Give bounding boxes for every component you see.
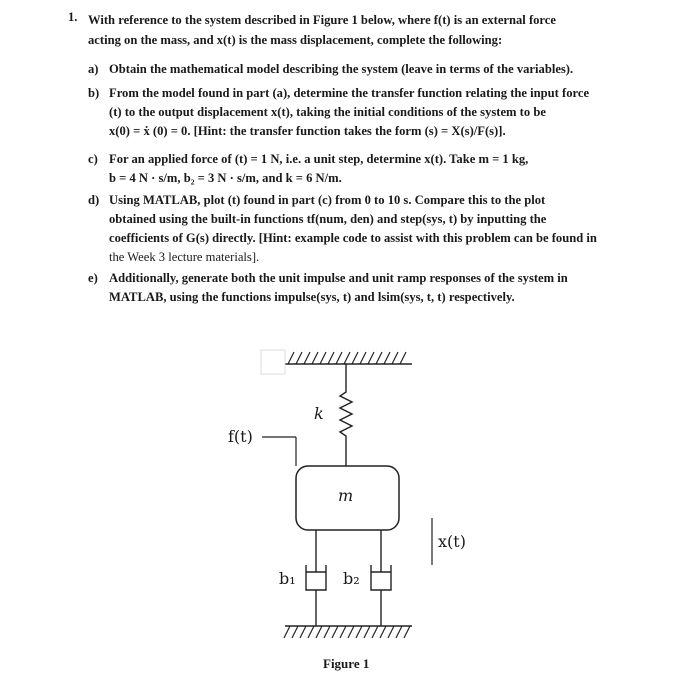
- damper-1: [306, 530, 326, 626]
- item-c-label: c): [88, 152, 98, 166]
- mass-label: m: [338, 486, 354, 505]
- item-d-line-1: Using MATLAB, plot (t) found in part (c) from 0 to 10 s. Compare this to the plot: [109, 193, 546, 207]
- figure-caption: Figure 1: [323, 656, 370, 671]
- spring: [340, 364, 352, 466]
- ground-hatch: [284, 626, 410, 638]
- item-b-line-2: (t) to the output displacement x(t), taking the initial conditions of the system to be: [109, 105, 546, 119]
- item-d-line-4: the Week 3 lecture materials].: [109, 250, 260, 264]
- item-e-line-1: Additionally, generate both the unit impulse and unit ramp responses of the system in: [109, 271, 568, 285]
- item-e-line-2: MATLAB, using the functions impulse(sys, t) and lsim(sys, t, t) respectively.: [109, 290, 515, 304]
- item-c-line-1: For an applied force of (t) = 1 N, i.e. a unit step, determine x(t). Take m = 1 kg,: [109, 152, 529, 166]
- item-a-label: a): [88, 62, 99, 76]
- force-label: f(t): [228, 427, 253, 446]
- spring-label: k: [314, 404, 324, 423]
- intro-line-1: With reference to the system described in Figure 1 below, where f(t) is an external force: [88, 13, 556, 27]
- item-d-line-3: coefficients of G(s) directly. [Hint: example code to assist with this problem can be found in: [109, 231, 597, 245]
- item-b-line-3: x(0) = ẋ (0) = 0. [Hint: the transfer function takes the form (s) = X(s)/F(s)].: [109, 124, 506, 138]
- wall-corner-box: [261, 350, 285, 374]
- top-wall-hatch: [288, 352, 406, 364]
- item-a-line-1: Obtain the mathematical model describing the system (leave in terms of the variables).: [109, 62, 574, 76]
- item-d-line-2: obtained using the built-in functions tf(num, den) and step(sys, t) by inputting the: [109, 212, 547, 226]
- item-d-label: d): [88, 193, 100, 207]
- item-b-label: b): [88, 86, 100, 100]
- damper-2: [371, 530, 391, 626]
- question-number: 1.: [68, 10, 78, 24]
- damper-2-label: b₂: [343, 569, 360, 588]
- damper-1-label: b₁: [279, 569, 296, 588]
- item-b-line-1: From the model found in part (a), determine the transfer function relating the input force: [109, 86, 590, 100]
- item-c-line-2: b = 4 N · s/m, b₂ = 3 N · s/m, and k = 6 N/m.: [109, 171, 342, 185]
- item-e-label: e): [88, 271, 98, 285]
- displacement-label: x(t): [438, 532, 466, 551]
- intro-line-2: acting on the mass, and x(t) is the mass displacement, complete the following:: [88, 33, 503, 47]
